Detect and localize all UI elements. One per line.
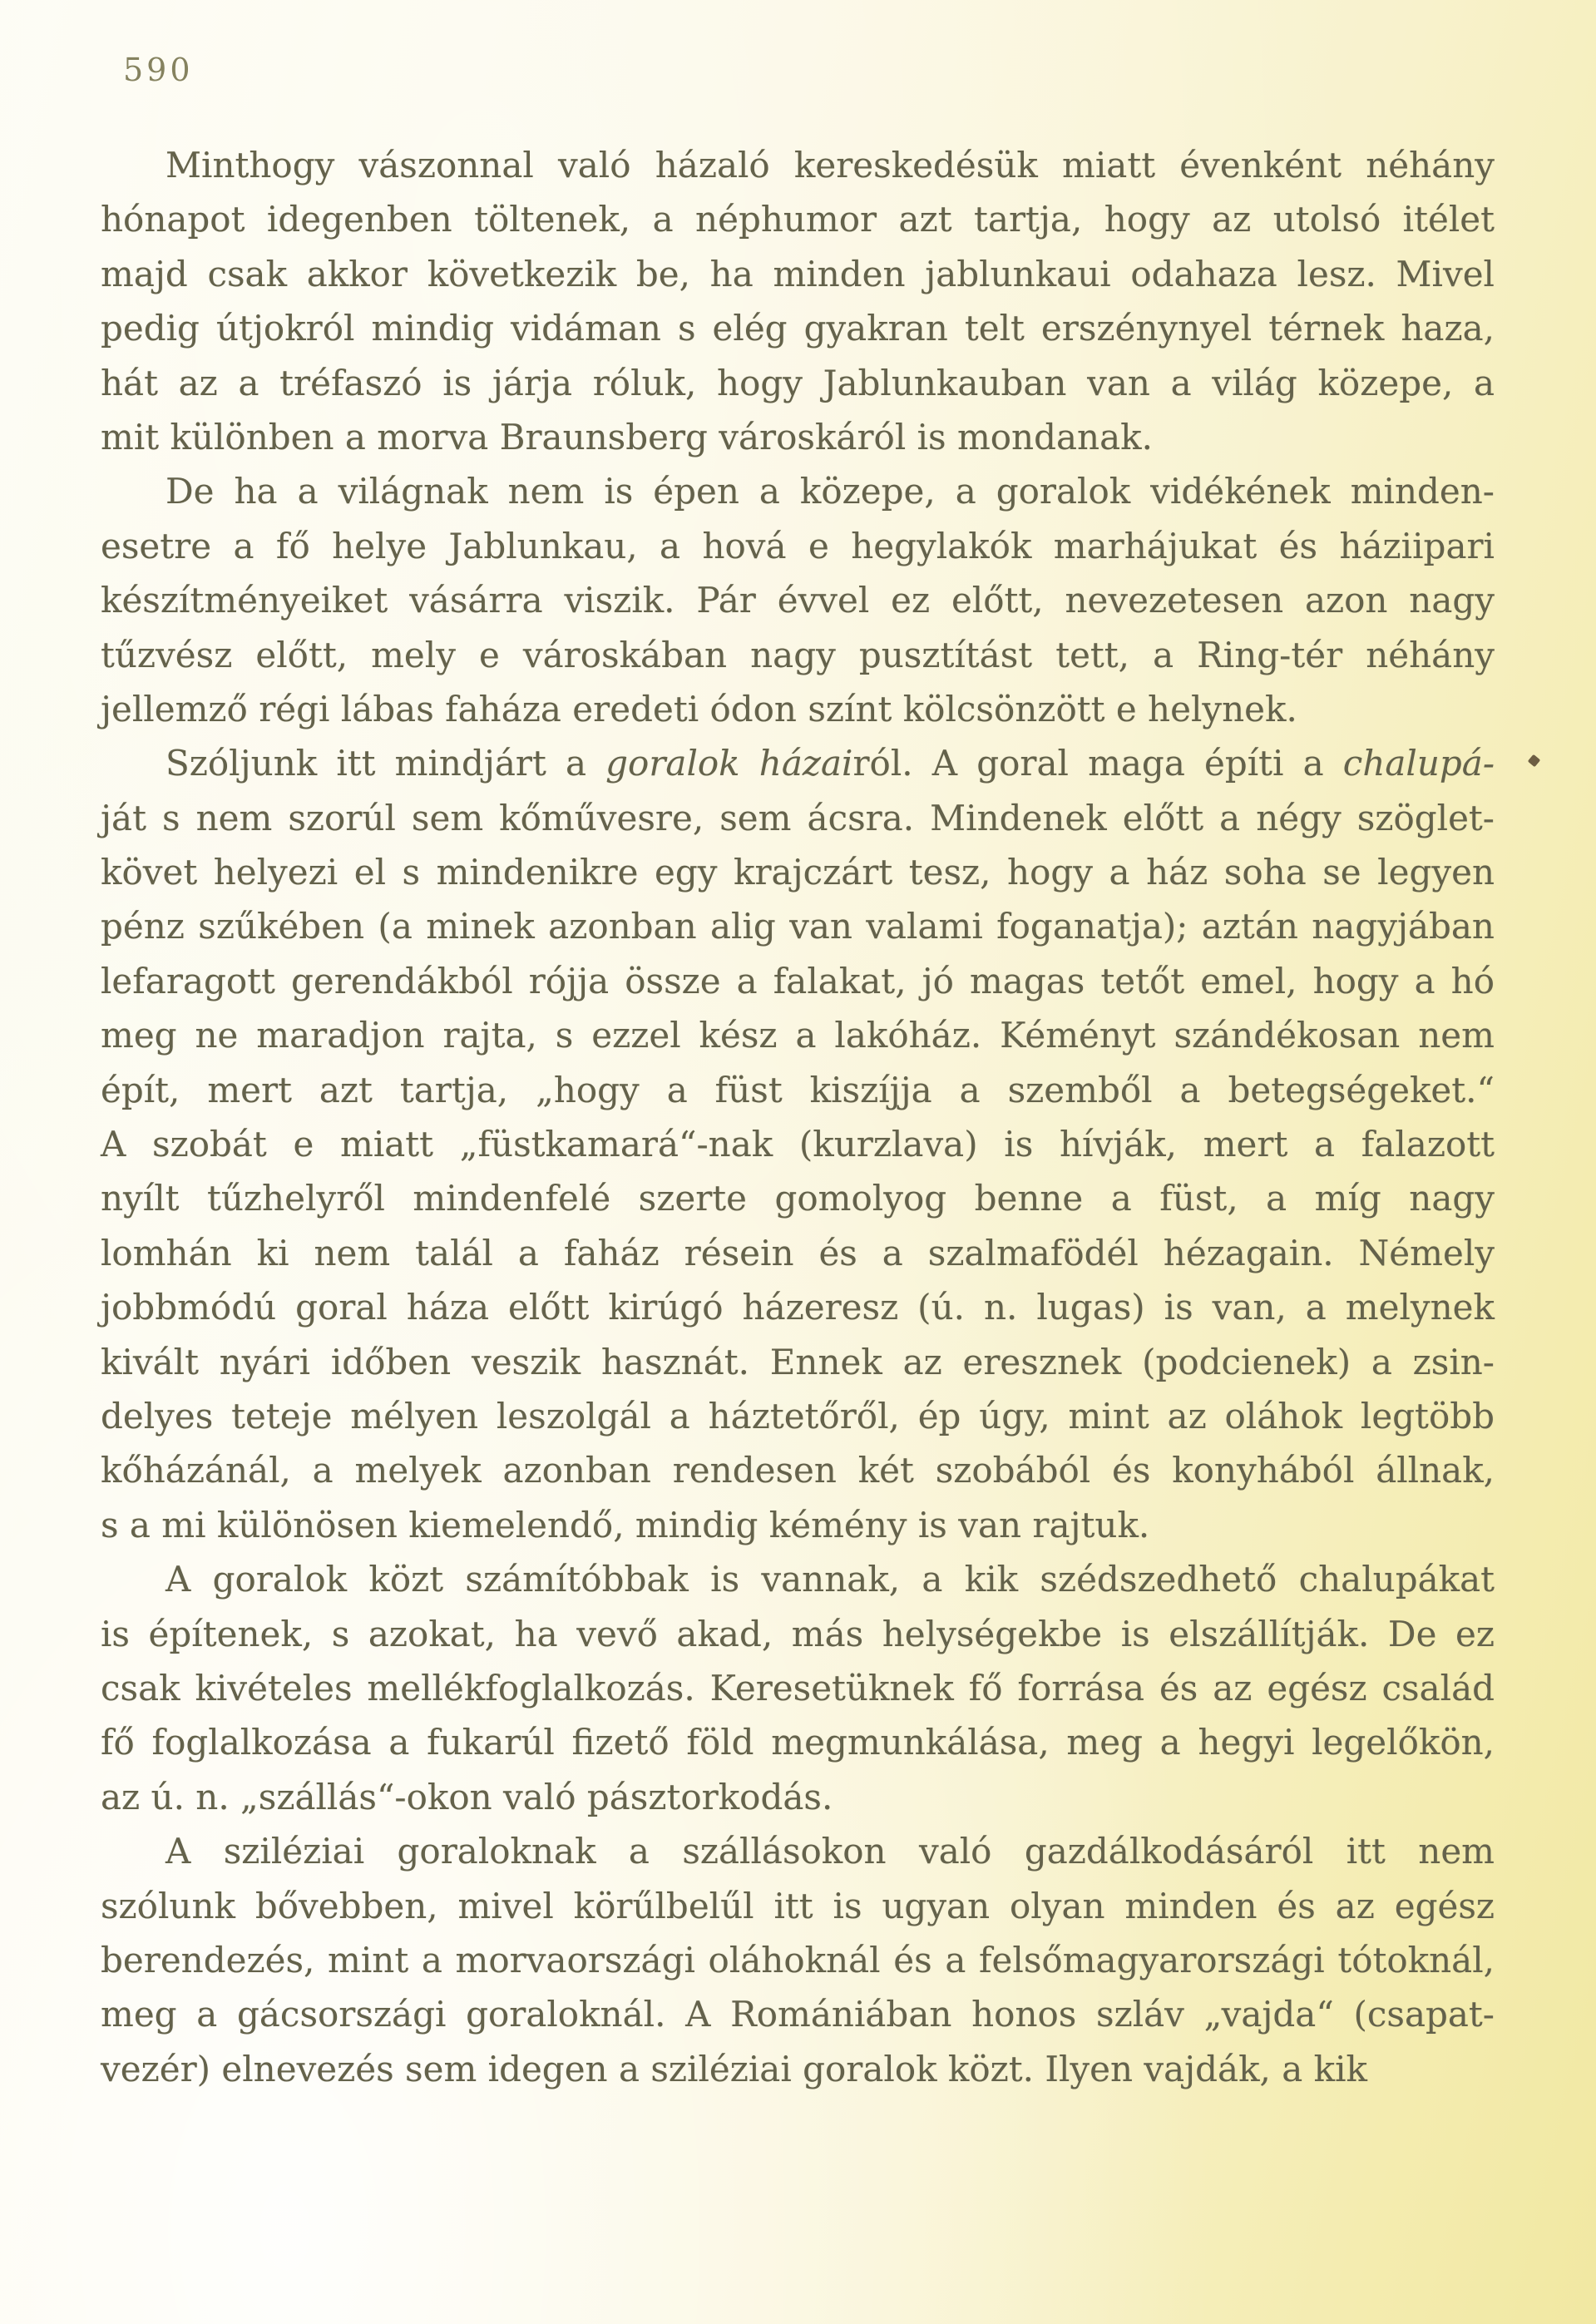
text-segment: majd csak akkor következik be, ha minden jablunkaui odahaza lesz. Mivel (101, 253, 1495, 294)
paragraph (101, 1824, 1495, 2096)
text-line (101, 2042, 1495, 2096)
text-segment: ról. A goral maga építi a (852, 743, 1343, 784)
text-line (101, 1607, 1495, 1661)
text-segment: fő foglalkozása a fukarúl fizető föld megmunkálása, meg a hegyi legelőkön, (101, 1722, 1495, 1763)
text-line (101, 954, 1495, 1008)
text-segment: kivált nyári időben veszik hasznát. Ennek az eresznek (podcienek) a zsin- (101, 1341, 1495, 1382)
text-line (101, 1933, 1495, 1987)
text-segment: delyes teteje mélyen leszolgál a háztetőről, ép úgy, mint az oláhok legtöbb (101, 1395, 1495, 1436)
paragraph (101, 1552, 1495, 1824)
margin-ink-speck (1528, 754, 1540, 767)
text-line (101, 1824, 1495, 1878)
text-segment: esetre a fő helye Jablunkau, a hová e hegylakók marhájukat és háziipari (101, 525, 1495, 566)
text-line (101, 1498, 1495, 1552)
text-line (101, 1008, 1495, 1062)
text-block (101, 138, 1495, 2096)
text-line (101, 410, 1495, 464)
text-segment: Szóljunk itt mindjárt a (166, 743, 606, 784)
text-segment: is építenek, s azokat, ha vevő akad, más helységekbe is elszállítják. De ez (101, 1613, 1495, 1654)
text-segment: s a mi különösen kiemelendő, mindig kémény is van rajtuk. (101, 1504, 1150, 1545)
text-segment: tűzvész előtt, mely e városkában nagy pusztítást tett, a Ring-tér néhány (101, 634, 1495, 675)
text-segment: meg a gácsországi goraloknál. A Romániában honos szláv „vajda“ (csapat- (101, 1994, 1495, 2035)
text-line (101, 1770, 1495, 1824)
text-line (101, 1715, 1495, 1769)
text-line (101, 301, 1495, 355)
text-line (101, 138, 1495, 192)
text-segment: berendezés, mint a morvaországi oláhoknál és a felsőmagyarországi tótoknál, (101, 1939, 1495, 1980)
text-segment: hónapot idegenben töltenek, a néphumor azt tartja, hogy az utolsó itélet (101, 199, 1495, 240)
text-segment: lefaragott gerendákból rójja össze a falakat, jó magas tetőt emel, hogy a hó (101, 960, 1495, 1001)
text-line (101, 1552, 1495, 1606)
text-segment: szólunk bővebben, mivel körűlbelűl itt is ugyan olyan minden és az egész (101, 1885, 1495, 1926)
text-segment: hát az a tréfaszó is járja róluk, hogy Jablunkauban van a világ közepe, a (101, 362, 1495, 403)
text-segment: kőházánál, a melyek azonban rendesen két szobából és konyhából állnak, (101, 1450, 1495, 1491)
text-line (101, 1443, 1495, 1497)
text-line (101, 791, 1495, 845)
text-line (101, 1063, 1495, 1117)
text-segment: Minthogy vászonnal való házaló kereskedésük miatt évenként néhány (166, 145, 1495, 185)
italic-text-segment: goralok házai (605, 743, 853, 784)
text-segment: De ha a világnak nem is épen a közepe, a goralok vidékének minden- (166, 471, 1495, 512)
text-segment: csak kivételes mellékfoglalkozás. Keresetüknek fő forrása és az egész család (101, 1667, 1495, 1708)
text-line (101, 1879, 1495, 1933)
paragraph (101, 736, 1495, 1552)
text-segment: jellemző régi lábas faháza eredeti ódon színt kölcsönzött e helynek. (101, 688, 1297, 729)
text-line (101, 1389, 1495, 1443)
text-segment: nyílt tűzhelyről mindenfelé szerte gomolyog benne a füst, a míg nagy (101, 1178, 1495, 1219)
text-line (101, 1226, 1495, 1280)
text-segment: az ú. n. „szállás“-okon való pásztorkodás. (101, 1776, 833, 1817)
page-number: 590 (123, 52, 194, 88)
italic-text-segment: chalupá- (1342, 743, 1495, 784)
text-segment: A szobát e miatt „füstkamará“-nak (kurzlava) is hívják, mert a falazott (101, 1124, 1495, 1165)
text-line (101, 845, 1495, 899)
text-line (101, 573, 1495, 627)
text-segment: pedig útjokról mindig vidáman s elég gyakran telt erszénynyel térnek haza, (101, 308, 1495, 349)
text-line (101, 1117, 1495, 1171)
text-segment: meg ne maradjon rajta, s ezzel kész a lakóház. Kéményt szándékosan nem (101, 1015, 1495, 1056)
text-segment: készítményeiket vásárra viszik. Pár évvel ez előtt, nevezetesen azon nagy (101, 580, 1495, 621)
text-line (101, 899, 1495, 953)
text-segment: A goralok közt számítóbbak is vannak, a kik szédszedhető chalupákat (166, 1559, 1495, 1600)
text-line (101, 1171, 1495, 1225)
text-segment: mit különben a morva Braunsberg városkáról is mondanak. (101, 416, 1153, 457)
text-line (101, 1661, 1495, 1715)
text-segment: ját s nem szorúl sem kőművesre, sem ácsra. Mindenek előtt a négy szöglet- (101, 797, 1495, 838)
text-segment: A sziléziai goraloknak a szállásokon való gazdálkodásáról itt nem (166, 1831, 1495, 1872)
text-segment: pénz szűkében (a minek azonban alig van valami foganatja); aztán nagyjában (101, 906, 1495, 947)
text-line (101, 628, 1495, 682)
paragraph (101, 138, 1495, 464)
text-line (101, 1335, 1495, 1389)
text-line (101, 464, 1495, 518)
text-line (101, 356, 1495, 410)
text-line (101, 1280, 1495, 1334)
text-line (101, 192, 1495, 246)
text-line (101, 682, 1495, 736)
text-line (101, 736, 1495, 790)
paragraph (101, 464, 1495, 736)
text-segment: követ helyezi el s mindenikre egy krajczárt tesz, hogy a ház soha se legyen (101, 852, 1495, 893)
text-line (101, 519, 1495, 573)
text-segment: lomhán ki nem talál a faház résein és a szalmafödél hézagain. Némely (101, 1232, 1495, 1273)
text-segment: vezér) elnevezés sem idegen a sziléziai goralok közt. Ilyen vajdák, a kik (101, 2048, 1367, 2089)
text-line (101, 247, 1495, 301)
text-segment: jobbmódú goral háza előtt kirúgó házeresz (ú. n. lugas) is van, a melynek (101, 1287, 1495, 1328)
text-line (101, 1987, 1495, 2041)
text-segment: épít, mert azt tartja, „hogy a füst kiszíjja a szemből a betegségeket.“ (101, 1069, 1495, 1110)
